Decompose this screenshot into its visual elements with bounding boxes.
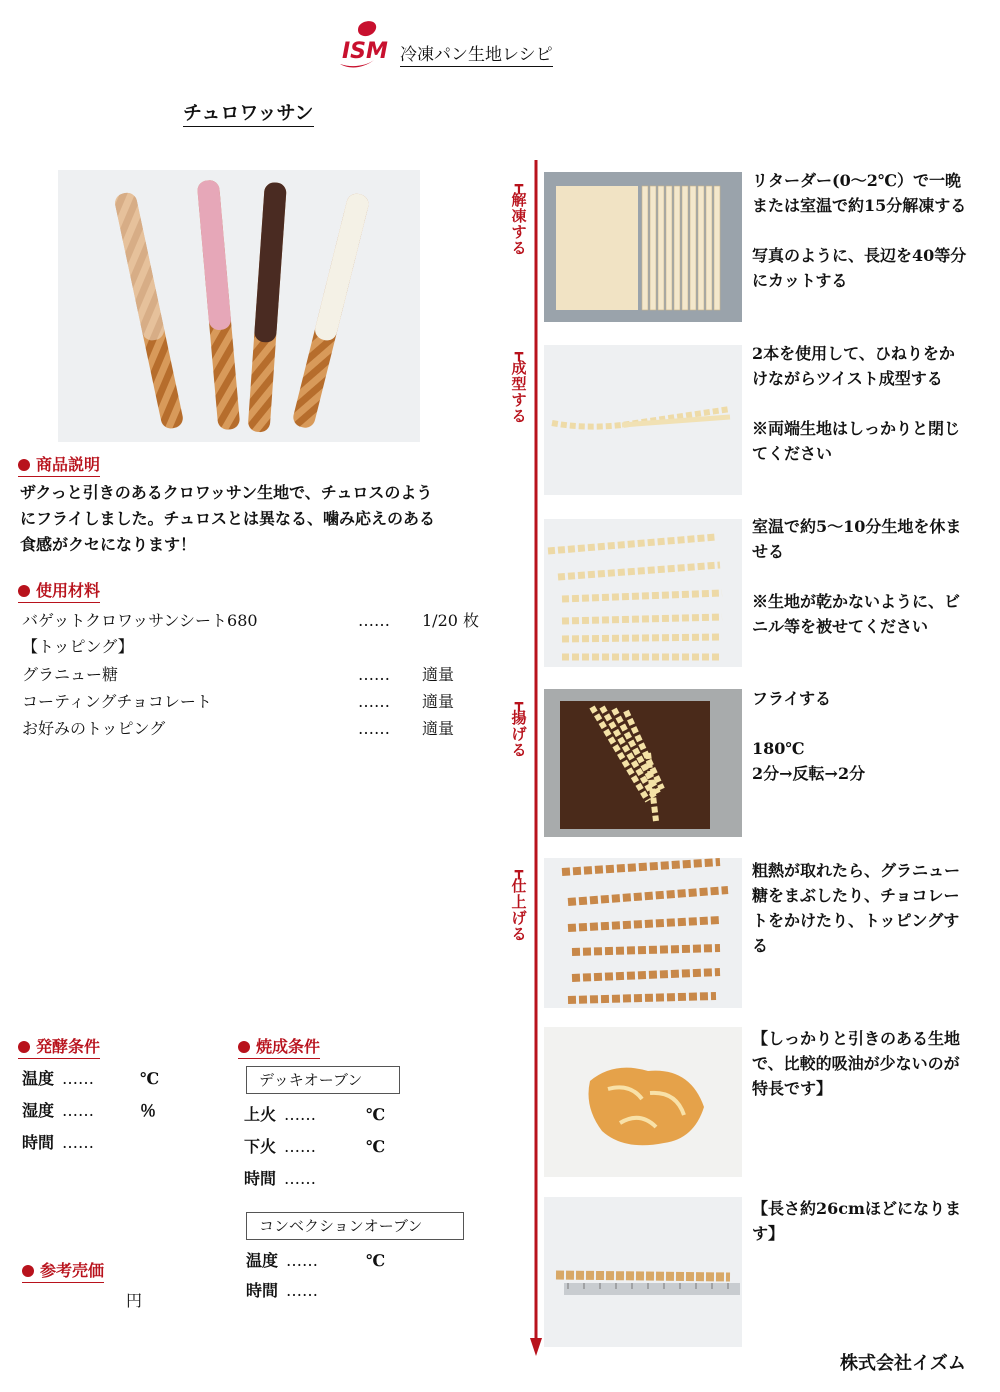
stage-char: る: [511, 407, 527, 425]
bake-label: 時間: [246, 1281, 279, 1300]
svg-text:ISM: ISM: [342, 39, 388, 64]
step-line: ※生地が乾かないように、ビ: [752, 592, 961, 611]
step-line: 【長さ約26cmほどになりま: [752, 1199, 961, 1218]
step-photo-thaw: [544, 172, 742, 322]
proof-dots: ……: [62, 1133, 94, 1152]
bake-label: 上火: [244, 1105, 277, 1124]
down-arrow-icon: [530, 160, 542, 1358]
stage-label: ┳ 揚 げ る: [508, 698, 530, 758]
step-line: ※両端生地はしっかりと閉じ: [752, 419, 961, 438]
description-line: 食感がクセになります！: [20, 535, 197, 554]
description-line: にフライしました。チュロスとは異なる、噛み応えのある: [20, 509, 436, 528]
stage-char: 仕: [511, 877, 527, 895]
stage-label: ┳ 仕 上 げ る: [508, 866, 530, 942]
step-text-shape: [752, 341, 992, 466]
logo: [336, 18, 400, 74]
step-line: フライする: [752, 689, 832, 708]
step-line: 写真のように、長辺を40等分: [752, 246, 967, 265]
stage-char: 解: [511, 191, 527, 209]
stage-char: 揚: [511, 709, 527, 727]
step-line: せる: [752, 542, 785, 561]
step-photo-finish: [544, 858, 742, 1008]
stage-label: ┳ 解 凍 す る: [508, 180, 530, 256]
bake-label: 時間: [244, 1169, 277, 1188]
ingredient-name: お好みのトッピング: [22, 719, 166, 738]
step-line: 2分→反転→2分: [752, 764, 866, 783]
page-title: チュロワッサン: [183, 100, 314, 127]
step-line: ニル等を被せてください: [752, 617, 929, 636]
bake-heading: 焼成条件: [238, 1034, 320, 1059]
stage-char: す: [511, 223, 527, 241]
stage-label: ┳ 成 型 す る: [508, 348, 530, 424]
ingredient-name: コーティングチョコレート: [22, 692, 212, 711]
bake-dots: ……: [284, 1137, 316, 1156]
stage-char: げ: [511, 725, 527, 743]
step-line: 2本を使用して、ひねりをか: [752, 344, 955, 363]
bake-label: 温度: [246, 1251, 279, 1270]
ingredient-qty: 1/20 枚: [422, 611, 480, 630]
stage-char: 上: [511, 893, 527, 911]
proof-label: 湿度: [22, 1101, 55, 1120]
company-name: 株式会社イズム: [840, 1353, 966, 1374]
step-text-finish: [752, 858, 992, 958]
step-photo-shape: [544, 345, 742, 495]
bake-dots: ……: [286, 1251, 318, 1270]
bake-unit: ℃: [366, 1137, 386, 1156]
ingredient-dots: ……: [358, 611, 390, 630]
price-heading: 参考売価: [22, 1258, 104, 1283]
series-title: 冷凍パン生地レシピ: [400, 45, 553, 65]
step-line: す】: [752, 1224, 785, 1243]
proof-dots: ……: [62, 1069, 94, 1088]
description-line: ザクっと引きのあるクロワッサン生地で、チュロスのよう: [20, 483, 433, 502]
bullet-icon: [22, 1265, 34, 1277]
step-line: 180℃: [752, 739, 805, 758]
bake-label: 下火: [244, 1137, 277, 1156]
ingredient-name: 【トッピング】: [22, 637, 134, 656]
stage-text: [508, 710, 530, 758]
ingredient-qty: 適量: [422, 719, 455, 738]
proof-unit: ％: [140, 1101, 157, 1120]
stage-char: る: [511, 741, 527, 759]
bullet-icon: [18, 1041, 30, 1053]
step-text-fry: [752, 686, 992, 786]
logo-mark-icon: [336, 18, 400, 74]
hero-photo: [58, 170, 420, 442]
stage-text: [508, 192, 530, 256]
step-line: けながらツイスト成型する: [752, 369, 943, 388]
step-text-length: [752, 1196, 992, 1246]
bake-unit: ℃: [366, 1251, 386, 1270]
proof-heading: 発酵条件: [18, 1034, 100, 1059]
proof-label: 時間: [22, 1133, 55, 1152]
ingredient-dots: ……: [358, 692, 390, 711]
deck-oven-label: デッキオーブン: [246, 1066, 400, 1094]
ingredient-qty: 適量: [422, 665, 455, 684]
description-heading: 商品説明: [18, 452, 100, 477]
step-line: 粗熱が取れたら、グラニュー: [752, 861, 961, 880]
bake-dots: ……: [284, 1105, 316, 1124]
bake-unit: ℃: [366, 1105, 386, 1124]
stage-char: 凍: [511, 207, 527, 225]
bullet-icon: [238, 1041, 250, 1053]
stage-char: げ: [511, 909, 527, 927]
stage-char: る: [511, 925, 527, 943]
bake-dots: ……: [284, 1169, 316, 1188]
stage-char: す: [511, 391, 527, 409]
step-photo-rest: [544, 519, 742, 667]
bullet-icon: [18, 585, 30, 597]
timeline-arrow: [530, 160, 542, 1358]
step-photo-length: [544, 1197, 742, 1347]
step-line: または室温で約15分解凍する: [752, 196, 967, 215]
ingredient-name: グラニュー糖: [22, 665, 119, 684]
ingredient-dots: ……: [358, 665, 390, 684]
step-line: 室温で約5～10分生地を休ま: [752, 517, 962, 536]
ingredient-name: バゲットクロワッサンシート680: [22, 611, 258, 630]
proof-unit: ℃: [140, 1069, 160, 1088]
step-line: にカットする: [752, 271, 848, 290]
step-text-feature: [752, 1026, 992, 1101]
price-unit: 円: [126, 1291, 143, 1310]
proof-dots: ……: [62, 1101, 94, 1120]
step-photo-crosssection: [544, 1027, 742, 1177]
ingredient-qty: 適量: [422, 692, 455, 711]
step-text-thaw: [752, 168, 992, 293]
step-line: 糖をまぶしたり、チョコレー: [752, 886, 960, 905]
stage-text: [508, 878, 530, 942]
convection-oven-label: コンベクションオーブン: [246, 1212, 464, 1240]
bake-dots: ……: [286, 1281, 318, 1300]
step-line: トをかけたり、トッピングす: [752, 911, 960, 930]
proof-label: 温度: [22, 1069, 55, 1088]
stage-char: る: [511, 239, 527, 257]
step-line: てください: [752, 444, 833, 463]
step-line: 【しっかりと引きのある生地: [752, 1029, 961, 1048]
step-photo-fry: [544, 689, 742, 837]
bullet-icon: [18, 459, 30, 471]
ingredient-dots: ……: [358, 719, 390, 738]
step-text-rest: [752, 514, 992, 639]
stage-char: 成: [511, 359, 527, 377]
stage-text: [508, 360, 530, 424]
step-line: リターダー(0～2℃）で一晩: [752, 171, 962, 190]
stage-char: 型: [511, 375, 527, 393]
step-line: 特長です】: [752, 1079, 833, 1098]
ingredients-heading: 使用材料: [18, 578, 100, 603]
step-line: で、比較的吸油が少ないのが: [752, 1054, 960, 1073]
step-line: る: [752, 936, 769, 955]
